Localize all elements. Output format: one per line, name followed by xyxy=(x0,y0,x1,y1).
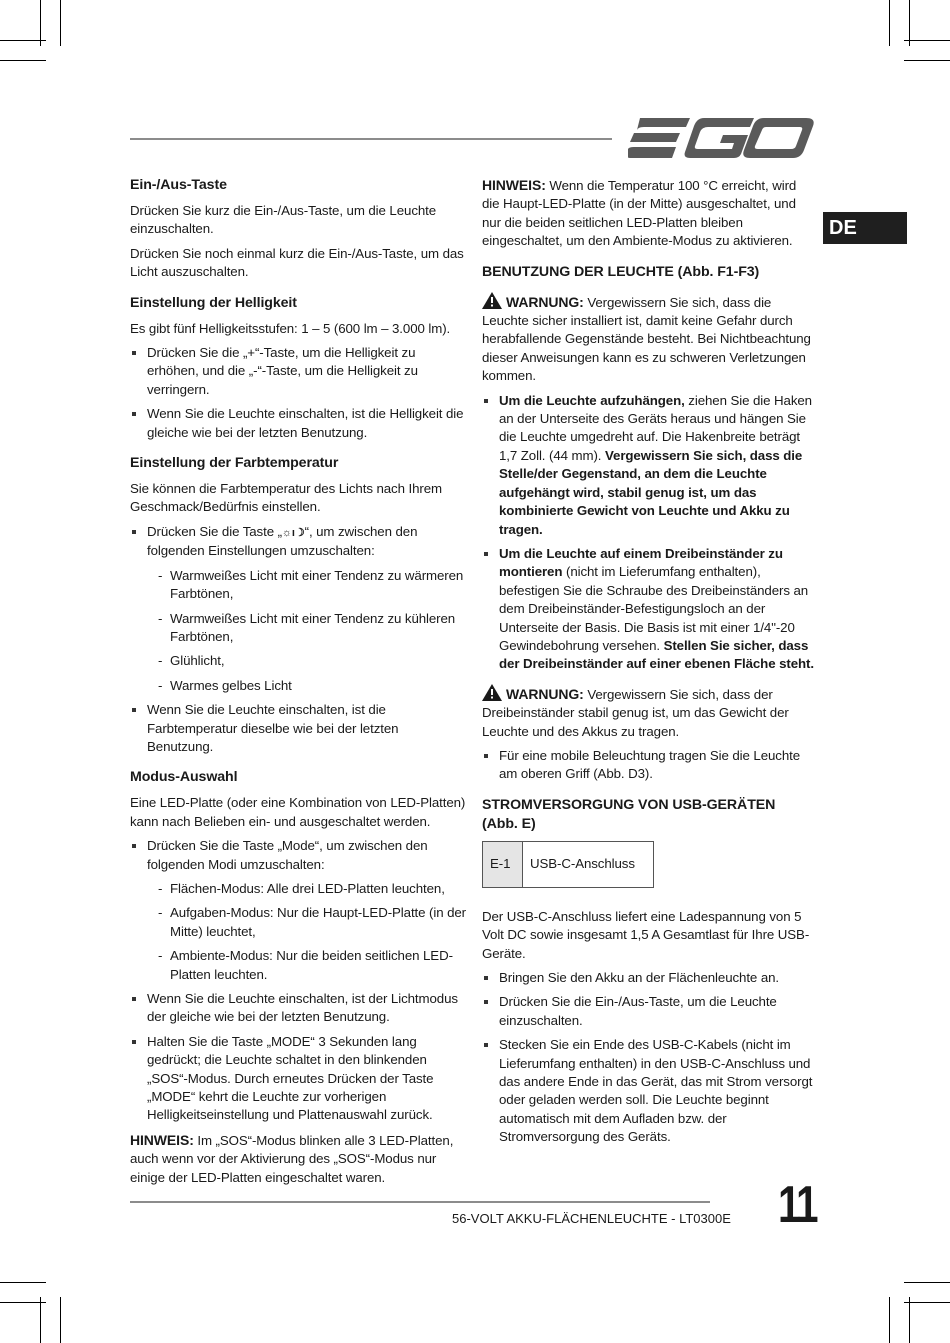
list-item: Drücken Sie die „+“-Taste, um die Helligkeit zu erhöhen, und die „-“-Taste, um die Helligkeit zu verringern. xyxy=(130,344,466,399)
crop-mark xyxy=(904,40,950,41)
left-column xyxy=(130,176,466,1193)
footer-product-name: 56-VOLT AKKU-FLÄCHENLEUCHTE - LT0300E xyxy=(452,1211,731,1226)
bullet-list xyxy=(482,747,814,784)
crop-mark xyxy=(0,40,46,41)
crop-mark xyxy=(909,1297,910,1343)
paragraph: Eine LED-Platte (oder eine Kombination von LED-Platten) kann nach Belieben ein- und ausgeschaltet werden. xyxy=(130,795,466,829)
ego-logo xyxy=(628,116,814,160)
section-heading: Einstellung der Helligkeit xyxy=(130,294,297,311)
text: Drücken Sie die Taste „ xyxy=(147,523,282,539)
note-label: HINWEIS: xyxy=(482,177,546,193)
warning-label: WARNUNG: xyxy=(506,685,584,702)
language-tab: DE xyxy=(823,212,907,244)
bold-text: Um die Leuchte auf einem Dreibeinständer zu montieren xyxy=(499,545,783,580)
bold-text: Vergewissern Sie sich, dass die Stelle/der Gegenstand, an dem die Leuchte aufgehängt wird, stabil genug ist, um das kombinierte Gewicht von Leuchte und Akku zu tragen. xyxy=(499,447,803,537)
crop-mark xyxy=(0,60,46,61)
list-item: - Aufgaben-Modus: Nur die Haupt-LED-Platte (in der Mitte) leuchtet, xyxy=(147,904,466,941)
crop-mark xyxy=(60,0,61,46)
bold-text: Um die Leuchte aufzuhängen, xyxy=(499,392,685,408)
warning-text: Vergewissern Sie sich, dass der Dreibeinständer stabil genug ist, um das Gewicht der Leuchte und des Akkus zu tragen. xyxy=(482,686,789,739)
crop-mark xyxy=(904,1302,950,1303)
note-paragraph xyxy=(482,176,814,251)
list-item xyxy=(130,523,466,695)
dash-list xyxy=(147,880,466,984)
paragraph: Drücken Sie kurz die Ein-/Aus-Taste, um die Leuchte einzuschalten. xyxy=(130,203,437,237)
list-item: Für eine mobile Beleuchtung tragen Sie die Leuchte am oberen Griff (Abb. D3). xyxy=(482,747,814,784)
list-item: Halten Sie die Taste „MODE“ 3 Sekunden lang gedrückt; die Leuchte schaltet in den blinkenden „SOS“-Modus. Durch erneutes Drücken der Taste „MODE“ kehrt die Leuchte zur vorherigen Helligkeitseinstellung und Plattenauswahl zurück. xyxy=(130,1033,466,1125)
list-item: Stecken Sie ein Ende des USB-C-Kabels (nicht im Lieferumfang enthalten) in den USB-C-Anschluss und das andere Ende in das Gerät, das mit Strom versorgt oder geladen werden soll. Die Leuchte beginnt automatisch mit dem Aufladen bzw. der Stromversorgung des Geräts. xyxy=(482,1036,814,1146)
section-heading: BENUTZUNG DER LEUCHTE (Abb. F1-F3) xyxy=(482,263,760,280)
section-heading: Einstellung der Farbtemperatur xyxy=(130,455,339,472)
section-heading: Ein-/Aus-Taste xyxy=(130,177,227,193)
crop-mark xyxy=(889,1297,890,1343)
note-paragraph xyxy=(130,1131,466,1187)
parts-table xyxy=(482,841,654,888)
right-column xyxy=(482,176,814,1153)
list-item: Wenn Sie die Leuchte einschalten, ist die Helligkeit die gleiche wie bei der letzten Benutzung. xyxy=(130,405,466,442)
list-item: - Warmes gelbes Licht xyxy=(147,677,466,695)
note-text: Im „SOS“-Modus blinken alle 3 LED-Platten, auch wenn vor der Aktivierung des „SOS“-Modus nur einige der LED-Platten eingeschaltet waren. xyxy=(130,1132,454,1185)
section-heading: Modus-Auswahl xyxy=(130,769,238,786)
list-item: - Warmweißes Licht mit einer Tendenz zu kühleren Farbtönen, xyxy=(147,610,466,647)
list-item: Bringen Sie den Akku an der Flächenleuchte an. xyxy=(482,969,814,987)
list-item: - Ambiente-Modus: Nur die beiden seitlichen LED-Platten leuchten. xyxy=(147,947,466,984)
dash-list xyxy=(147,567,466,695)
crop-mark xyxy=(40,1297,41,1343)
crop-mark xyxy=(0,1282,46,1283)
header-rule xyxy=(130,138,612,140)
page-number: 11 xyxy=(778,1176,817,1234)
bullet-list xyxy=(482,969,814,1147)
bullet-list xyxy=(482,392,814,674)
table-cell-code: E-1 xyxy=(483,841,523,887)
color-temp-button-icon: ☼ı☽ xyxy=(281,526,305,539)
warning-icon xyxy=(482,292,502,309)
bullet-list xyxy=(130,344,466,442)
text: Drücken Sie die Taste „Mode“, um zwischen den folgenden Modi umzuschalten: xyxy=(147,838,428,872)
crop-mark xyxy=(60,1297,61,1343)
table-row xyxy=(483,841,654,887)
warning-paragraph xyxy=(482,684,814,741)
warning-label: WARNUNG: xyxy=(506,293,584,310)
warning-text: Vergewissern Sie sich, dass die Leuchte sicher installiert ist, damit keine Gefahr durch herabfallende Gegenstände besteht. Bei Nichtbeachtung dieser Anweisungen kann es zu schweren Verletzungen kommen. xyxy=(482,294,811,384)
paragraph: Drücken Sie noch einmal kurz die Ein-/Aus-Taste, um das Licht auszuschalten. xyxy=(130,245,464,280)
crop-mark xyxy=(904,60,950,61)
text: (nicht im Lieferumfang enthalten), befestigen Sie die Schraube des Dreibeinständers an dem Dreibeinständer-Befestigungsloch an der Unterseite der Basis. Die Basis ist mit einer 1/4"-20 Gewindebohrung versehen. xyxy=(499,564,809,653)
list-item xyxy=(482,392,814,539)
warning-paragraph xyxy=(482,292,814,386)
list-item: Wenn Sie die Leuchte einschalten, ist die Farbtemperatur dieselbe wie bei der letzten Benutzung. xyxy=(130,701,466,756)
note-text: Wenn die Temperatur 100 °C erreicht, wird die Haupt-LED-Platte (in der Mitte) ausgeschaltet, und nur die beiden seitlichen LED-Platten bleiben eingeschaltet, um den Ambiente-Modus zu aktivieren. xyxy=(482,178,797,249)
crop-mark xyxy=(0,1302,46,1303)
warning-icon xyxy=(482,684,502,701)
paragraph: Der USB-C-Anschluss liefert eine Ladespannung von 5 Volt DC sowie insgesamt 1,5 A Gesamtlast für Ihre USB-Geräte. xyxy=(482,908,810,961)
list-item xyxy=(130,837,466,984)
bullet-list xyxy=(130,523,466,756)
list-item: - Glühlicht, xyxy=(147,652,466,670)
bullet-list xyxy=(130,837,466,1125)
list-item xyxy=(482,545,814,674)
list-item: - Warmweißes Licht mit einer Tendenz zu wärmeren Farbtönen, xyxy=(147,567,466,604)
crop-mark xyxy=(904,1282,950,1283)
list-item: - Flächen-Modus: Alle drei LED-Platten leuchten, xyxy=(147,880,466,898)
note-label: HINWEIS: xyxy=(130,1131,194,1148)
list-item: Wenn Sie die Leuchte einschalten, ist der Lichtmodus der gleiche wie bei der letzten Benutzung. xyxy=(130,990,466,1027)
crop-mark xyxy=(889,0,890,46)
list-item: Drücken Sie die Ein-/Aus-Taste, um die Leuchte einzuschalten. xyxy=(482,993,814,1030)
bold-text: Stellen Sie sicher, dass der Dreibeinständer auf einer ebenen Fläche steht. xyxy=(499,637,814,672)
section-heading: STROMVERSORGUNG VON USB-GERÄTEN (Abb. E) xyxy=(482,796,776,832)
footer-rule xyxy=(130,1201,710,1203)
paragraph: Sie können die Farbtemperatur des Lichts nach Ihrem Geschmack/Bedürfnis einstellen. xyxy=(130,481,442,515)
text: ziehen Sie die Haken an der Unterseite des Geräts heraus und hängen Sie die Leuchte umgedreht auf. Die Hakenbreite beträgt 1,7 Zoll. (44 mm). xyxy=(499,392,812,463)
text: “, um zwischen den folgenden Einstellungen umzuschalten: xyxy=(147,523,418,559)
paragraph: Es gibt fünf Helligkeitsstufen: 1 – 5 (600 lm – 3.000 lm). xyxy=(130,320,451,336)
table-cell-label: USB-C-Anschluss xyxy=(523,841,654,887)
